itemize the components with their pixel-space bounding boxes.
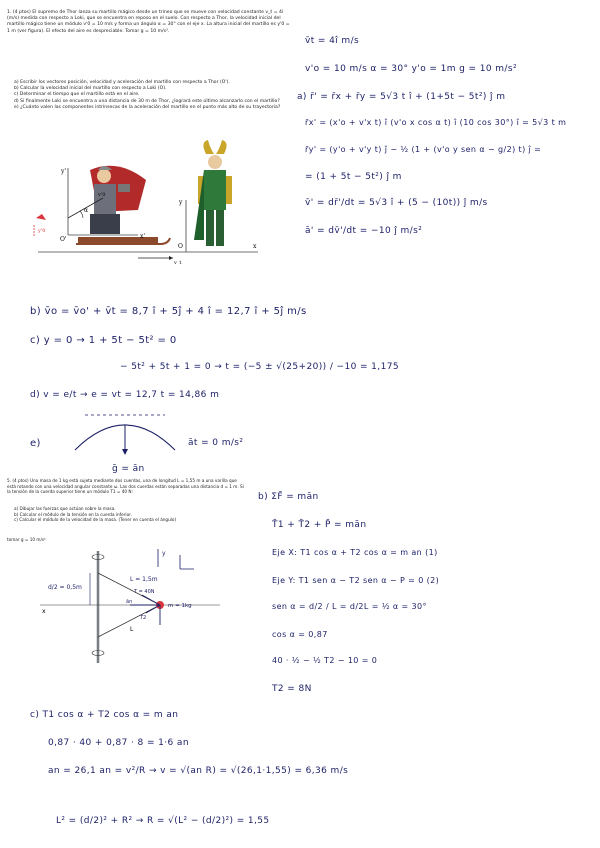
hw-e-an: ḡ = ān (112, 464, 145, 474)
hw2-c-velocity: an = 26,1 an = v²/R → v = √(an R) = √(26,1·1,55) = 6,36 m/s (48, 766, 349, 776)
hw-velocity: v̄' = dr̄'/dt = 5√3 î + (5 − (10t)) ĵ m/s (305, 198, 488, 208)
problem1-item-d: d) Si finalmente Loki se encuentra a una distancia de 30 m de Thor, ¿logrará este último alcanzarlo con el martillo? (14, 98, 280, 104)
label-x: x (253, 243, 257, 250)
problem1-item-a: a) Escribir los vectores posición, velocidad y aceleración del martillo con respecto a Thor (O'). (14, 80, 230, 85)
label-L-bottom: L (130, 626, 134, 633)
sled (78, 237, 158, 243)
problem1-statement (7, 10, 293, 35)
hw-vt: v̄t = 4î m/s (305, 36, 360, 46)
problem1-item-e: e) ¿Cuánto valen las componentes intrínsecas de la aceleración del martillo en el punto más alto de su trayectoria? (14, 104, 281, 110)
problem1-header: 1. (4 ptos) El supremo de Thor lanza su martillo mágico desde un trineo que se mueve con velocidad constante v_t = 4i (m/s) medida con respecto a Loki, que se encuentra en reposo en el suelo. Con respecto a Thor, la velocidad inicial del martillo mágico tiene un módulo v'0 = 10 m/s y forma un ángulo α = 30° con el eje x. La altura inicial del martillo es y'0 = 1 m (ver figura). El efecto del aire es despreciable. Tomar g = 10 m/s². (7, 10, 290, 34)
problem2-item-c: c) Calcular el módulo de la velocidad de la masa. (Tener en cuenta el ángulo) (14, 517, 177, 523)
label-o-prime: O' (60, 236, 67, 243)
hw-ry-result: = (1 + 5t − 5t²) ĵ m (305, 172, 402, 182)
label-mass: m = 1kg (168, 603, 192, 609)
hw2-t2: T2 = 8N (272, 684, 312, 694)
hw2-eq: 40 · ½ − ½ T2 − 10 = 0 (272, 656, 378, 665)
hw-acceleration: ā' = dv̄'/dt = −10 ĵ m/s² (305, 226, 423, 236)
problem2-statement (7, 478, 247, 495)
hw2-eje-x: Eje X: T1 cos α + T2 cos α = m an (1) (272, 548, 438, 557)
hw2-sum: T̄1 + T̄2 + P̄ = mān (272, 520, 367, 530)
hw-d: d) v = e/t → e = vt = 12,7 t = 14,86 m (30, 390, 220, 400)
hw2-b: b) ΣF̄ = mān (258, 492, 319, 502)
problem1-figure (28, 140, 268, 265)
hw-givens: v'o = 10 m/s α = 30° y'o = 1m g = 10 m/s² (305, 64, 517, 74)
hw2-c: c) T1 cos α + T2 cos α = m an (30, 710, 179, 720)
thor-illustration (90, 166, 146, 234)
label-y-prime: y' (61, 168, 67, 175)
label-an: ān (126, 599, 133, 605)
label-y0: y'0 (38, 228, 46, 234)
hw2-c-radius: L² = (d/2)² + R² → R = √(L² − (d/2)²) = 1,55 (56, 816, 270, 826)
label-y-axis: y (162, 550, 166, 557)
label-x-axis: x (42, 608, 46, 615)
label-vt: v_t (174, 260, 182, 265)
hw-a-position: a) r̄' = r̄x + r̄y = 5√3 t î + (1+5t − 5t²) ĵ m (297, 92, 506, 102)
problem2-item-a: a) Dibujar las fuerzas que actúan sobre la masa. (14, 506, 116, 511)
problem1-item-c: c) Determinar el tiempo que el martillo está en el aire. (14, 92, 140, 98)
hw-e-at: āt = 0 m/s² (188, 438, 244, 448)
hw-ry: r̄y' = (y'o + v'y t) ĵ − ½ (1 + (v'o y sen α − g/2) t) ĵ = (305, 145, 542, 154)
hw2-sen: sen α = d/2 / L = d/2L = ½ α = 30° (272, 602, 427, 611)
label-y: y (179, 199, 183, 206)
e-trajectory-sketch (70, 405, 180, 465)
hw-c: c) y = 0 → 1 + 5t − 5t² = 0 (30, 335, 177, 346)
problem2-header: 5. (4 ptos) Una masa de 1 kg está sujeta mediante dos cuerdas, una de longitud L = 1,55 m a una varilla que está rotando con una velocidad angular constante ω. Las dos cuerdas están separadas una distancia d = 1 m. Si la tensión de la cuerda superior tiene un módulo T1 = 40 N: (7, 478, 244, 495)
label-d-half: d/2 = 0,5m (48, 584, 82, 591)
hw-e-label: e) (30, 438, 41, 449)
problem2-items (14, 506, 254, 523)
label-v0: v'0 (98, 192, 106, 198)
label-x-prime: x' (140, 233, 146, 240)
hw2-c-numbers: 0,87 · 40 + 0,87 · 8 = 1·6 an (48, 738, 189, 748)
hw-rx: r̄x' = (x'o + v'x t) î (v'o x cos α t) î (10 cos 30°) î = 5√3 t m (305, 118, 567, 127)
label-L-top: L = 1,5m (130, 576, 158, 583)
hw2-cos: cos α = 0,87 (272, 630, 328, 639)
problem2-figure (30, 545, 230, 665)
problem1-item-b: b) Calcular la velocidad inicial del martillo con respecto a Loki (O). (14, 86, 167, 92)
label-T1: T = 40N (134, 589, 155, 595)
loki-illustration (194, 140, 232, 246)
problem2-item-b: b) Calcular el módulo de la tensión en la cuerda inferior. (14, 511, 132, 517)
hw-c-quadratic: − 5t² + 5t + 1 = 0 → t = (−5 ± √(25+20)) / −10 = 1,175 (120, 362, 399, 372)
problem1-items (14, 80, 294, 111)
problem2-g-note: tomar g = 10 m/s² (7, 537, 46, 542)
label-o: O (178, 243, 183, 250)
label-T2: T2 (140, 615, 147, 621)
hw-b: b) v̄o = v̄o' + v̄t = 8,7 î + 5ĵ + 4 î = 12,7 î + 5ĵ m/s (30, 306, 307, 317)
label-alpha: α (84, 207, 89, 214)
hw2-eje-y: Eje Y: T1 sen α − T2 sen α − P = 0 (2) (272, 576, 440, 585)
